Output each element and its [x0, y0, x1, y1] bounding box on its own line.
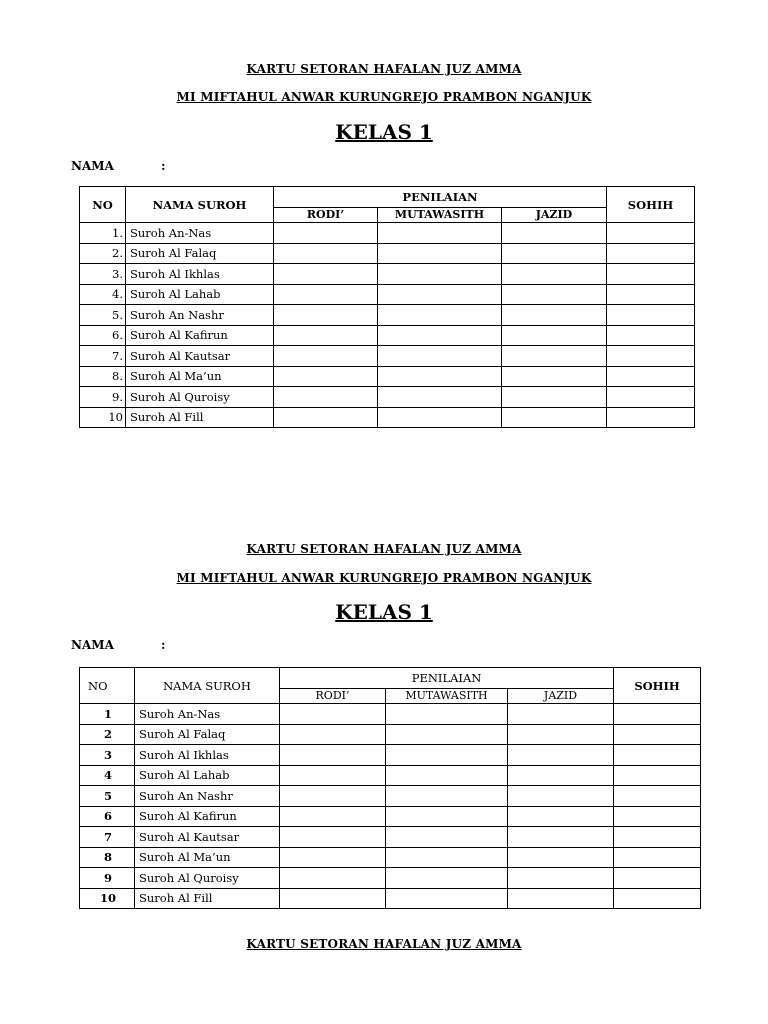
row-sohih-cell	[607, 223, 695, 244]
row-number: 8	[80, 847, 135, 868]
row-number: 6.	[80, 325, 126, 346]
row-jazid-cell	[508, 806, 614, 827]
row-suroh-name: Suroh Al Ikhlas	[126, 264, 274, 285]
row-jazid-cell	[508, 888, 614, 909]
card2-school-name: MI MIFTAHUL ANWAR KURUNGREJO PRAMBON NGANJUK	[176, 571, 592, 585]
row-jazid-cell	[502, 387, 607, 408]
card2-table-body	[80, 704, 701, 909]
row-suroh-name: Suroh An-Nas	[135, 704, 280, 725]
card1-nama-colon: :	[161, 159, 166, 173]
row-suroh-name: Suroh Al Ma’un	[135, 847, 280, 868]
card2-class-title: KELAS 1	[335, 600, 433, 624]
row-mutawasith-cell	[386, 765, 508, 786]
row-mutawasith-cell	[378, 407, 502, 428]
row-rodi-cell	[274, 305, 378, 326]
row-suroh-name: Suroh Al Kafirun	[135, 806, 280, 827]
row-mutawasith-cell	[378, 223, 502, 244]
row-mutawasith-cell	[378, 284, 502, 305]
row-mutawasith-cell	[378, 264, 502, 285]
row-suroh-name: Suroh Al Fill	[135, 888, 280, 909]
row-number: 1	[80, 704, 135, 725]
row-suroh-name: Suroh Al Fill	[126, 407, 274, 428]
row-rodi-cell	[280, 868, 386, 889]
row-suroh-name: Suroh Al Kautsar	[135, 827, 280, 848]
table-row	[80, 305, 695, 326]
row-mutawasith-cell	[386, 847, 508, 868]
row-jazid-cell	[508, 765, 614, 786]
row-mutawasith-cell	[386, 806, 508, 827]
row-rodi-cell	[280, 786, 386, 807]
card1-class-title: KELAS 1	[335, 120, 433, 144]
row-jazid-cell	[502, 366, 607, 387]
card1-nama-label: NAMA	[71, 159, 114, 173]
row-jazid-cell	[508, 868, 614, 889]
row-number: 2.	[80, 243, 126, 264]
row-number: 3	[80, 745, 135, 766]
row-sohih-cell	[614, 888, 701, 909]
row-suroh-name: Suroh Al Quroisy	[126, 387, 274, 408]
card2-nama-field	[71, 638, 166, 652]
row-suroh-name: Suroh Al Falaq	[126, 243, 274, 264]
row-number: 10	[80, 407, 126, 428]
header-penilaian: PENILAIAN	[274, 187, 607, 208]
row-number: 5	[80, 786, 135, 807]
card2-heading: KARTU SETORAN HAFALAN JUZ AMMA	[246, 542, 522, 556]
row-rodi-cell	[274, 243, 378, 264]
header-no: NO	[80, 668, 135, 704]
table-row	[80, 868, 701, 889]
row-sohih-cell	[607, 387, 695, 408]
row-mutawasith-cell	[386, 868, 508, 889]
row-mutawasith-cell	[386, 724, 508, 745]
table-row	[80, 284, 695, 305]
row-rodi-cell	[280, 704, 386, 725]
table-row	[80, 806, 701, 827]
card1-school-name: MI MIFTAHUL ANWAR KURUNGREJO PRAMBON NGANJUK	[176, 90, 592, 104]
header-sohih: SOHIH	[607, 187, 695, 223]
header-mutawasith: MUTAWASITH	[386, 689, 508, 704]
row-suroh-name: Suroh An Nashr	[126, 305, 274, 326]
row-rodi-cell	[274, 325, 378, 346]
row-number: 9.	[80, 387, 126, 408]
table-row	[80, 223, 695, 244]
row-suroh-name: Suroh Al Ikhlas	[135, 745, 280, 766]
row-jazid-cell	[508, 827, 614, 848]
header-rodi: RODI’	[274, 208, 378, 223]
row-mutawasith-cell	[378, 346, 502, 367]
row-sohih-cell	[614, 827, 701, 848]
table-row	[80, 724, 701, 745]
row-jazid-cell	[508, 704, 614, 725]
row-suroh-name: Suroh Al Quroisy	[135, 868, 280, 889]
row-sohih-cell	[614, 806, 701, 827]
card1-nama-field	[71, 159, 166, 173]
table-row	[80, 366, 695, 387]
row-jazid-cell	[502, 346, 607, 367]
table-row	[80, 387, 695, 408]
row-mutawasith-cell	[386, 888, 508, 909]
header-penilaian: PENILAIAN	[280, 668, 614, 689]
table-row	[80, 264, 695, 285]
row-sohih-cell	[607, 366, 695, 387]
row-sohih-cell	[607, 284, 695, 305]
row-sohih-cell	[607, 264, 695, 285]
row-rodi-cell	[280, 806, 386, 827]
table-row	[80, 847, 701, 868]
row-rodi-cell	[274, 346, 378, 367]
row-suroh-name: Suroh An-Nas	[126, 223, 274, 244]
row-mutawasith-cell	[378, 305, 502, 326]
table-row	[80, 243, 695, 264]
table-row	[80, 888, 701, 909]
row-suroh-name: Suroh An Nashr	[135, 786, 280, 807]
header-rodi: RODI’	[280, 689, 386, 704]
card2-nama-label: NAMA	[71, 638, 114, 652]
row-number: 4.	[80, 284, 126, 305]
row-rodi-cell	[280, 847, 386, 868]
row-suroh-name: Suroh Al Falaq	[135, 724, 280, 745]
row-mutawasith-cell	[386, 704, 508, 725]
row-jazid-cell	[502, 243, 607, 264]
row-jazid-cell	[502, 305, 607, 326]
row-number: 3.	[80, 264, 126, 285]
row-sohih-cell	[607, 346, 695, 367]
card1-recitation-table	[79, 186, 695, 428]
row-jazid-cell	[502, 325, 607, 346]
row-sohih-cell	[614, 868, 701, 889]
header-jazid: JAZID	[502, 208, 607, 223]
row-jazid-cell	[502, 284, 607, 305]
row-rodi-cell	[280, 745, 386, 766]
table-row	[80, 827, 701, 848]
row-number: 4	[80, 765, 135, 786]
card1-table-body	[80, 223, 695, 428]
row-mutawasith-cell	[378, 387, 502, 408]
row-mutawasith-cell	[386, 745, 508, 766]
card1-heading: KARTU SETORAN HAFALAN JUZ AMMA	[246, 62, 522, 76]
row-sohih-cell	[607, 243, 695, 264]
header-nama-suroh: NAMA SUROH	[126, 187, 274, 223]
row-sohih-cell	[607, 305, 695, 326]
row-sohih-cell	[614, 786, 701, 807]
row-rodi-cell	[280, 765, 386, 786]
row-mutawasith-cell	[386, 786, 508, 807]
table-row	[80, 325, 695, 346]
row-sohih-cell	[614, 745, 701, 766]
table-row	[80, 765, 701, 786]
row-suroh-name: Suroh Al Kafirun	[126, 325, 274, 346]
row-number: 8.	[80, 366, 126, 387]
row-mutawasith-cell	[378, 366, 502, 387]
row-jazid-cell	[508, 724, 614, 745]
row-jazid-cell	[502, 223, 607, 244]
row-number: 7	[80, 827, 135, 848]
row-suroh-name: Suroh Al Lahab	[135, 765, 280, 786]
row-rodi-cell	[274, 407, 378, 428]
header-jazid: JAZID	[508, 689, 614, 704]
header-no: NO	[80, 187, 126, 223]
header-nama-suroh: NAMA SUROH	[135, 668, 280, 704]
row-suroh-name: Suroh Al Lahab	[126, 284, 274, 305]
row-number: 5.	[80, 305, 126, 326]
card2-nama-colon: :	[161, 638, 166, 652]
card2-recitation-table	[79, 667, 701, 909]
header-sohih: SOHIH	[614, 668, 701, 704]
row-jazid-cell	[508, 745, 614, 766]
row-number: 1.	[80, 223, 126, 244]
row-rodi-cell	[274, 223, 378, 244]
row-number: 6	[80, 806, 135, 827]
row-sohih-cell	[614, 724, 701, 745]
table-row	[80, 346, 695, 367]
row-mutawasith-cell	[378, 243, 502, 264]
row-rodi-cell	[280, 888, 386, 909]
row-jazid-cell	[508, 786, 614, 807]
row-suroh-name: Suroh Al Kautsar	[126, 346, 274, 367]
header-mutawasith: MUTAWASITH	[378, 208, 502, 223]
row-jazid-cell	[502, 407, 607, 428]
row-mutawasith-cell	[378, 325, 502, 346]
row-rodi-cell	[274, 387, 378, 408]
row-sohih-cell	[607, 325, 695, 346]
row-number: 10	[80, 888, 135, 909]
row-rodi-cell	[280, 827, 386, 848]
row-rodi-cell	[280, 724, 386, 745]
row-number: 7.	[80, 346, 126, 367]
table-row	[80, 407, 695, 428]
row-rodi-cell	[274, 264, 378, 285]
table-row	[80, 704, 701, 725]
row-number: 9	[80, 868, 135, 889]
row-number: 2	[80, 724, 135, 745]
card3-heading: KARTU SETORAN HAFALAN JUZ AMMA	[246, 937, 522, 951]
row-jazid-cell	[508, 847, 614, 868]
row-sohih-cell	[614, 847, 701, 868]
row-rodi-cell	[274, 366, 378, 387]
row-sohih-cell	[614, 765, 701, 786]
row-mutawasith-cell	[386, 827, 508, 848]
row-jazid-cell	[502, 264, 607, 285]
row-suroh-name: Suroh Al Ma’un	[126, 366, 274, 387]
row-sohih-cell	[607, 407, 695, 428]
table-row	[80, 786, 701, 807]
table-row	[80, 745, 701, 766]
row-rodi-cell	[274, 284, 378, 305]
row-sohih-cell	[614, 704, 701, 725]
